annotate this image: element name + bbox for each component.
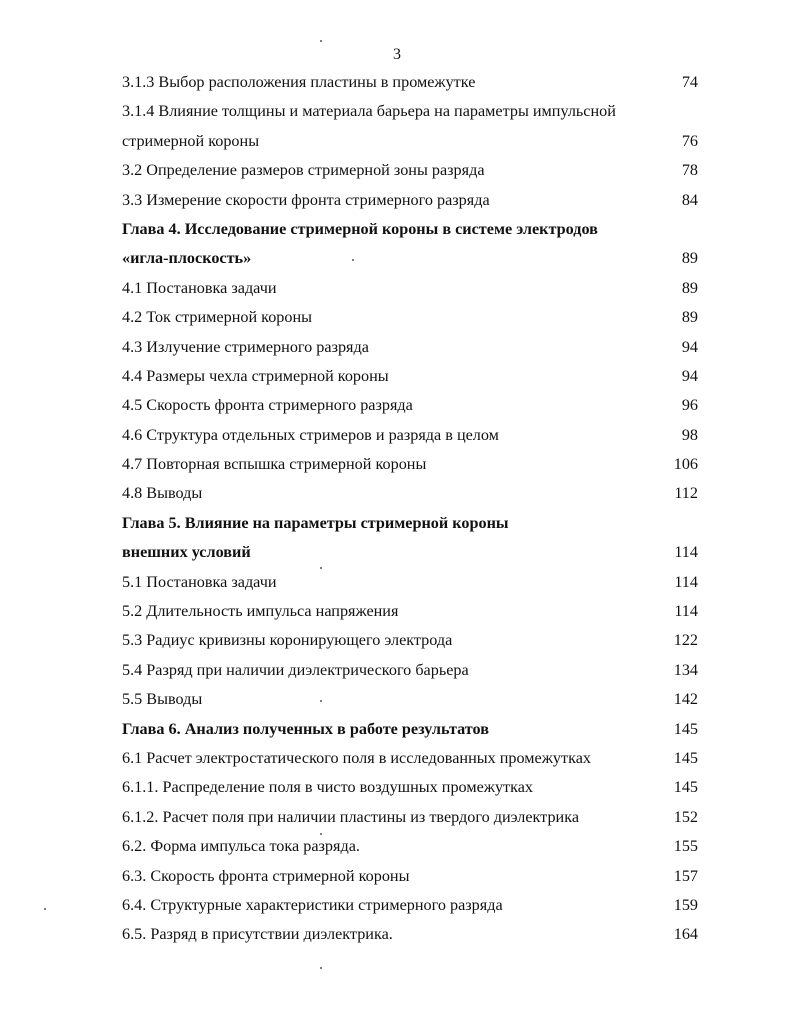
toc-entry-title: 6.2. Форма импульса тока разряда. [122,837,360,856]
scan-speck [352,259,354,261]
scan-speck [320,700,322,702]
toc-entry-page: 84 [681,190,698,209]
toc-entry-title: 3.1.3 Выбор расположения пластины в промежутке [122,73,476,91]
toc-chapter-heading [122,538,698,567]
toc-entry-page: 89 [681,249,698,268]
scan-speck [320,967,322,969]
toc-entry [122,744,698,773]
toc-entry-page: 76 [681,131,698,150]
toc-entry [122,568,698,597]
toc-entry [122,421,698,450]
toc-chapter-heading [122,244,698,273]
toc-entry-title: внешних условий [122,543,251,562]
toc-entry [122,450,698,479]
toc-entry-title: 4.3 Излучение стримерного разряда [122,337,369,356]
toc-entry [122,773,698,802]
toc-entry [122,803,698,832]
toc-entry-title: 5.3 Радиус кривизны коронирующего электрода [122,631,453,650]
toc-entry-page: 145 [673,748,698,767]
toc-entry [122,479,698,508]
toc-entry [122,626,698,655]
toc-entry-title: 6.1.1. Распределение поля в чисто воздушных промежутках [122,778,534,797]
toc-entry-title: 6.1.2. Расчет поля при наличии пластины из твердого диэлектрика [122,807,580,826]
toc-entry-page: 94 [681,337,698,356]
toc-entry [122,920,698,949]
toc-entry [122,186,698,215]
toc-entry-title: 4.8 Выводы [122,484,203,503]
toc-entry-title: «игла-плоскость» [122,249,252,268]
toc-entry-page: 98 [681,425,698,444]
toc-chapter-heading [122,215,698,244]
toc-entry [122,362,698,391]
toc-entry-title: стримерной короны [122,131,260,150]
toc-entry-title: 5.2 Длительность импульса напряжения [122,602,399,621]
toc-entry [122,891,698,920]
toc-entry [122,597,698,626]
toc-entry [122,274,698,303]
toc-entry-page: 78 [681,161,698,180]
toc-entry-title: 4.6 Структура отдельных стримеров и разряда в целом [122,425,499,444]
toc-entry-page: 112 [674,484,698,503]
toc-entry-page: 134 [673,660,698,679]
toc-entry-page: 114 [674,543,698,562]
toc-entry-title: 6.3. Скорость фронта стримерной короны [122,866,410,885]
toc-entry-page: 145 [673,719,698,738]
toc-entry-page: 159 [673,895,698,914]
toc-entry-page: 89 [681,278,698,297]
toc-entry-page: 164 [673,925,698,944]
toc-entry [122,862,698,891]
toc-entry-title: 4.7 Повторная вспышка стримерной короны [122,455,427,474]
toc-entry-title: Глава 4. Исследование стримерной короны в системе электродов [122,219,598,238]
toc-entry [122,685,698,714]
toc-entry-title: 6.4. Структурные характеристики стримерного разряда [122,895,503,914]
toc-entry-title: 3.3 Измерение скорости фронта стримерного разряда [122,190,490,209]
toc-entry [122,303,698,332]
toc-entry [122,68,698,97]
scan-speck [320,833,322,835]
toc-entry-page: 94 [681,366,698,385]
scan-speck [320,567,322,569]
toc-chapter-heading [122,509,698,538]
toc-entry-page: 142 [673,690,698,709]
toc-entry [122,391,698,420]
toc-entry-page: 157 [673,866,698,885]
toc-entry-title: Глава 6. Анализ полученных в работе результатов [122,719,489,738]
toc-entry [122,333,698,362]
toc-entry-title: 4.4 Размеры чехла стримерной короны [122,366,389,385]
scan-speck [44,908,46,910]
toc-entry-title: 6.1 Расчет электростатического поля в исследованных промежутках [122,748,591,767]
scan-speck [320,40,322,42]
toc-entry-page: 114 [674,572,698,591]
toc-entry-title: Глава 5. Влияние на параметры стримерной короны [122,513,509,532]
table-of-contents [122,68,698,950]
toc-entry-page: 114 [674,602,698,621]
toc-entry [122,656,698,685]
toc-entry-title: 3.2 Определение размеров стримерной зоны разряда [122,161,485,180]
toc-entry [122,97,698,126]
toc-entry-title: 4.1 Постановка задачи [122,278,277,297]
toc-entry [122,127,698,156]
toc-entry-page: 74 [681,73,698,91]
toc-chapter-heading [122,715,698,744]
toc-entry-title: 5.5 Выводы [122,690,203,709]
toc-entry-page: 106 [673,455,698,474]
page-number: 3 [393,46,401,63]
toc-entry-title: 4.2 Ток стримерной короны [122,308,313,327]
toc-entry-title: 4.5 Скорость фронта стримерного разряда [122,396,413,415]
toc-entry [122,832,698,861]
toc-entry-page: 89 [681,308,698,327]
toc-entry-title: 5.1 Постановка задачи [122,572,277,591]
toc-entry-page: 155 [673,837,698,856]
toc-entry-title: 6.5. Разряд в присутствии диэлектрика. [122,925,393,944]
toc-entry-title: 5.4 Разряд при наличии диэлектрического барьера [122,660,469,679]
toc-entry-page: 152 [673,807,698,826]
toc-entry-page: 96 [681,396,698,415]
toc-entry-title: 3.1.4 Влияние толщины и материала барьера на параметры импульсной [122,102,616,121]
toc-entry-page: 145 [673,778,698,797]
toc-entry [122,156,698,185]
toc-entry-page: 122 [673,631,698,650]
